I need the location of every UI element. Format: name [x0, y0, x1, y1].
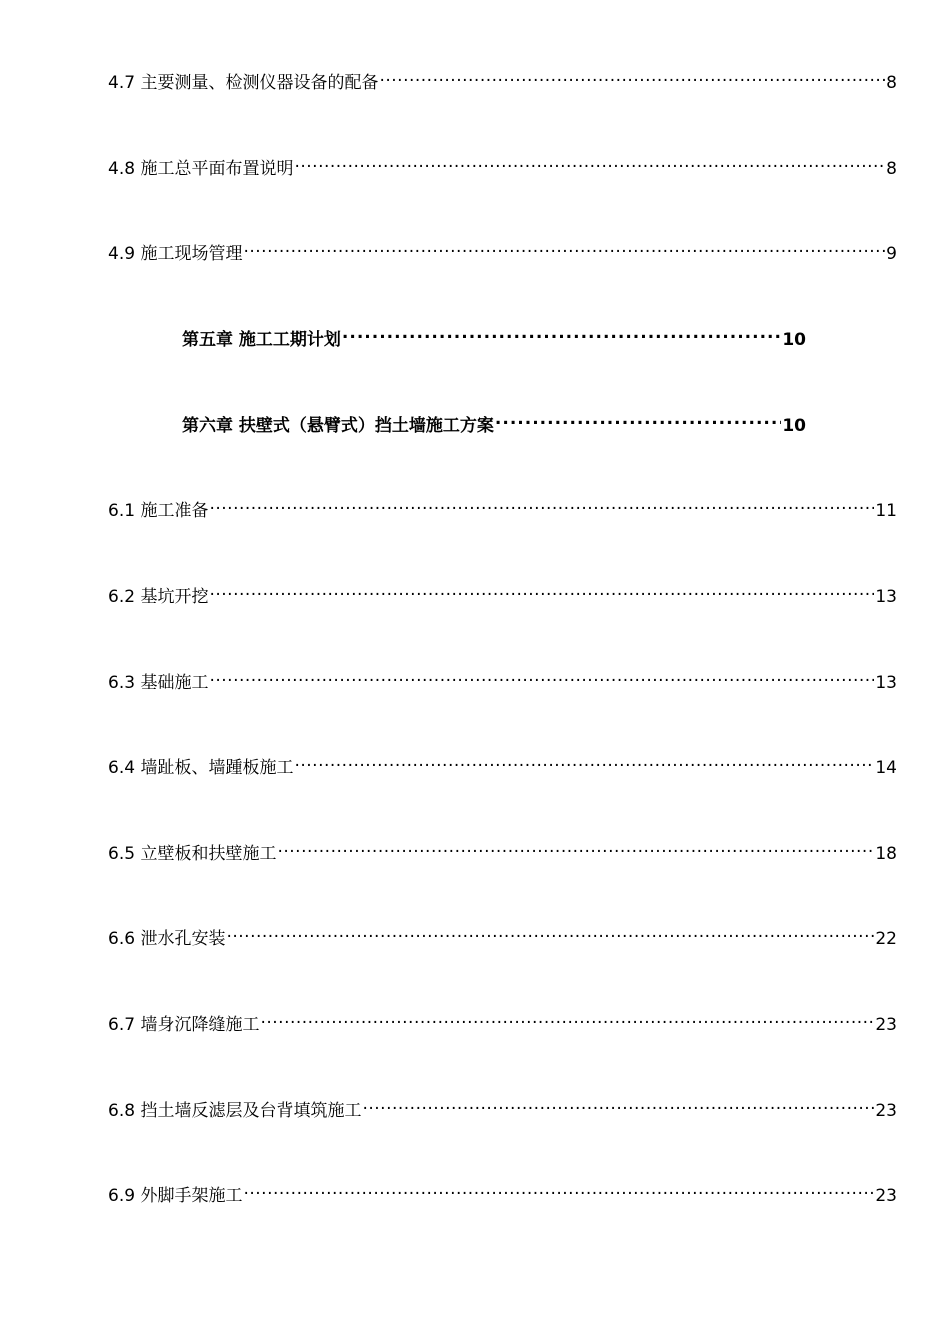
dot-leader [294, 749, 874, 773]
toc-entry-6-8[interactable] [108, 1092, 897, 1121]
toc-entry-page: 23 [875, 1015, 897, 1035]
dot-leader [379, 64, 885, 88]
toc-entry-title: 6.6 泄水孔安装 [108, 929, 226, 949]
dot-leader [226, 920, 874, 944]
toc-entry-chapter-5[interactable] [182, 321, 806, 350]
toc-entry-page: 8 [886, 73, 897, 93]
toc-entry-title: 6.4 墙趾板、墙踵板施工 [108, 758, 294, 778]
toc-entry-6-3[interactable] [108, 664, 897, 693]
toc-entry-page: 10 [782, 330, 806, 350]
toc-entry-page: 13 [875, 587, 897, 607]
toc-entry-6-4[interactable] [108, 749, 897, 778]
toc-entry-6-6[interactable] [108, 920, 897, 949]
toc-entry-title: 6.7 墙身沉降缝施工 [108, 1015, 260, 1035]
toc-entry-6-9[interactable] [108, 1177, 897, 1206]
toc-entry-chapter-6[interactable] [182, 407, 806, 436]
toc-entry-title: 6.2 基坑开挖 [108, 587, 209, 607]
toc-entry-page: 22 [875, 929, 897, 949]
toc-entry-6-5[interactable] [108, 835, 897, 864]
toc-entry-4-7[interactable] [108, 64, 897, 93]
toc-entry-title: 6.5 立壁板和扶壁施工 [108, 844, 277, 864]
toc-entry-title: 4.7 主要测量、检测仪器设备的配备 [108, 73, 379, 93]
toc-entry-title: 第五章 施工工期计划 [182, 330, 341, 350]
toc-entry-4-8[interactable] [108, 150, 897, 179]
dot-leader [294, 150, 885, 174]
toc-entry-page: 14 [875, 758, 897, 778]
dot-leader [342, 321, 781, 345]
toc-entry-title: 6.8 挡土墙反滤层及台背填筑施工 [108, 1101, 362, 1121]
toc-entry-4-9[interactable] [108, 235, 897, 264]
dot-leader [495, 407, 781, 431]
dot-leader [243, 1177, 874, 1201]
toc-entry-page: 23 [875, 1186, 897, 1206]
toc-entry-title: 6.1 施工准备 [108, 501, 209, 521]
toc-entry-6-1[interactable] [108, 492, 897, 521]
toc-entry-title: 4.9 施工现场管理 [108, 244, 243, 264]
toc-entry-title: 6.3 基础施工 [108, 673, 209, 693]
dot-leader [209, 492, 874, 516]
dot-leader [209, 664, 874, 688]
dot-leader [362, 1092, 874, 1116]
toc-entry-title: 6.9 外脚手架施工 [108, 1186, 243, 1206]
toc-entry-title: 第六章 扶壁式（悬臂式）挡土墙施工方案 [182, 416, 494, 436]
toc-entry-title: 4.8 施工总平面布置说明 [108, 159, 294, 179]
toc-entry-page: 23 [875, 1101, 897, 1121]
toc-entry-page: 8 [886, 159, 897, 179]
dot-leader [260, 1006, 874, 1030]
toc-entry-page: 10 [782, 416, 806, 436]
toc-entry-page: 9 [886, 244, 897, 264]
dot-leader [243, 235, 885, 259]
dot-leader [277, 835, 874, 859]
toc-entry-6-7[interactable] [108, 1006, 897, 1035]
toc-entry-page: 11 [875, 501, 897, 521]
toc-entry-6-2[interactable] [108, 578, 897, 607]
toc-entry-page: 18 [875, 844, 897, 864]
toc-entry-page: 13 [875, 673, 897, 693]
dot-leader [209, 578, 874, 602]
